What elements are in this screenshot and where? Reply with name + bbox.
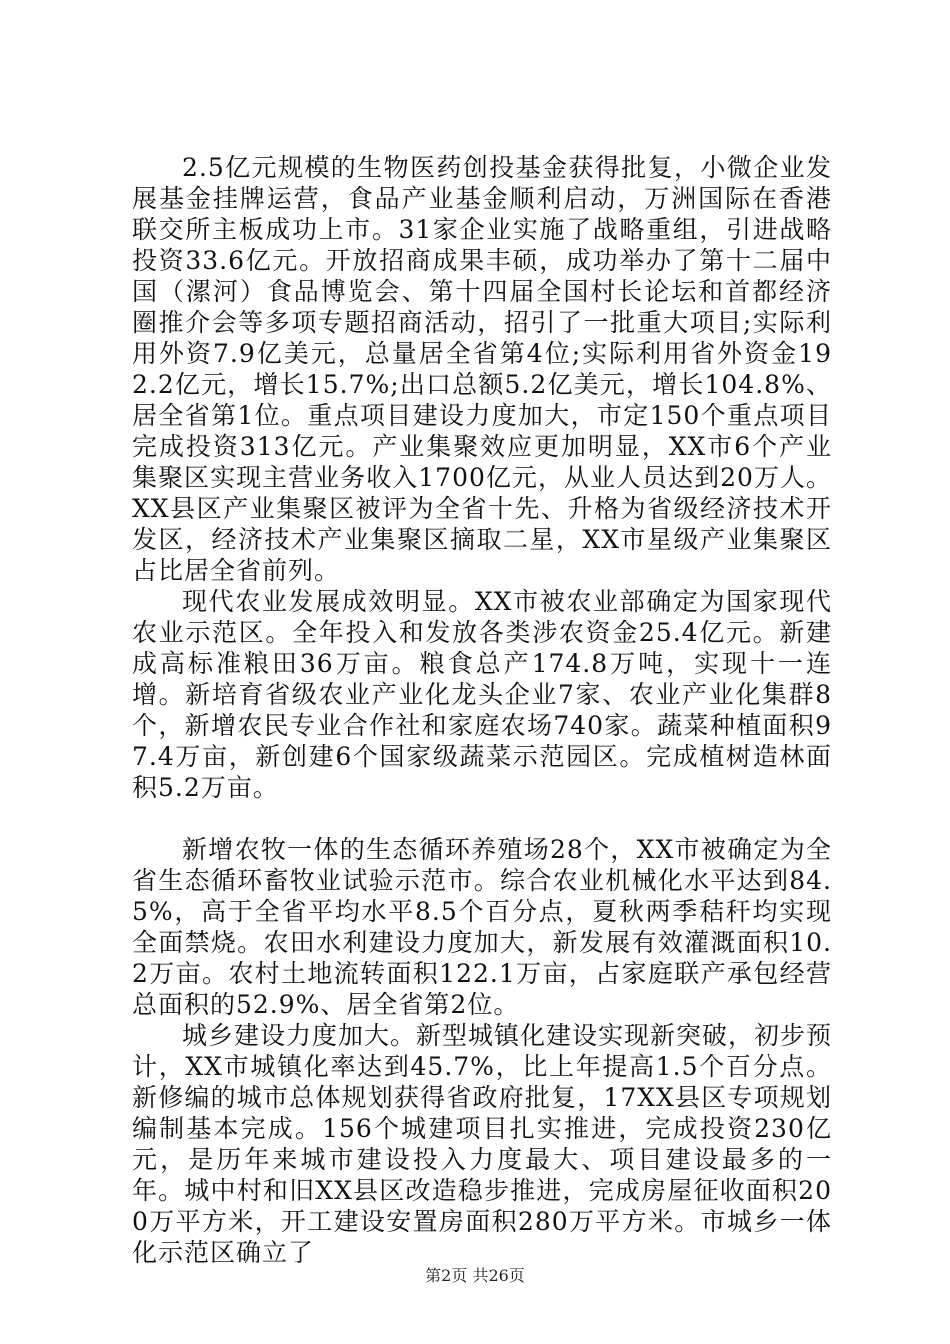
paragraph-modern-agriculture: 现代农业发展成效明显。XX市被农业部确定为国家现代农业示范区。全年投入和发放各类涉农资金25.4亿元。新建成高标准粮田36万亩。粮食总产174.8万吨，实现十一连增。新培育省级农业产业化龙头企业7家、农业产业化集群8个，新增农民专业合作社和家庭农场740家。蔬菜种植面积97.4万亩，新创建6个国家级蔬菜示范园区。完成植树造林面积5.2万亩。 (132, 587, 832, 802)
document-body (132, 152, 832, 1268)
paragraph-ecological-farming: 新增农牧一体的生态循环养殖场28个，XX市被确定为全省生态循环畜牧业试验示范市。综合农业机械化水平达到84.5%，高于全省平均水平8.5个百分点，夏秋两季秸秆均实现全面禁烧。农田水利建设力度加大，新发展有效灌溉面积10.2万亩。农村土地流转面积122.1万亩，占家庭联产承包经营总面积的52.9%、居全省第2位。 (132, 835, 832, 1019)
paragraph-urban-rural-construction: 城乡建设力度加大。新型城镇化建设实现新突破，初步预计，XX市城镇化率达到45.7%，比上年提高1.5个百分点。新修编的城市总体规划获得省政府批复，17XX县区专项规划编制基本完成。156个城建项目扎实推进，完成投资230亿元，是历年来城市建设投入力度最大、项目建设最多的一年。城中村和旧XX县区改造稳步推进，完成房屋征收面积200万平方米，开工建设安置房面积280万平方米。市城乡一体化示范区确立了 (132, 1021, 833, 1267)
paragraph-finance-investment: 2.5亿元规模的生物医药创投基金获得批复，小微企业发展基金挂牌运营，食品产业基金顺利启动，万洲国际在香港联交所主板成功上市。31家企业实施了战略重组，引进战略投资33.6亿元。开放招商成果丰硕，成功举办了第十二届中国（漯河）食品博览会、第十四届全国村长论坛和首都经济圈推介会等多项专题招商活动，招引了一批重大项目;实际利用外资7.9亿美元，总量居全省第4位;实际利用省外资金192.2亿元，增长15.7%;出口总额5.2亿美元，增长104.8%、居全省第1位。重点项目建设力度加大，市定150个重点项目完成投资313亿元。产业集聚效应更加明显，XX市6个产业集聚区实现主营业务收入1700亿元，从业人员达到20万人。XX县区产业集聚区被评为全省十先、升格为省级经济技术开发区，经济技术产业集聚区摘取二星，XX市星级产业集聚区占比居全省前列。 (132, 153, 832, 585)
page-number-footer: 第2页 共26页 (425, 1266, 525, 1285)
